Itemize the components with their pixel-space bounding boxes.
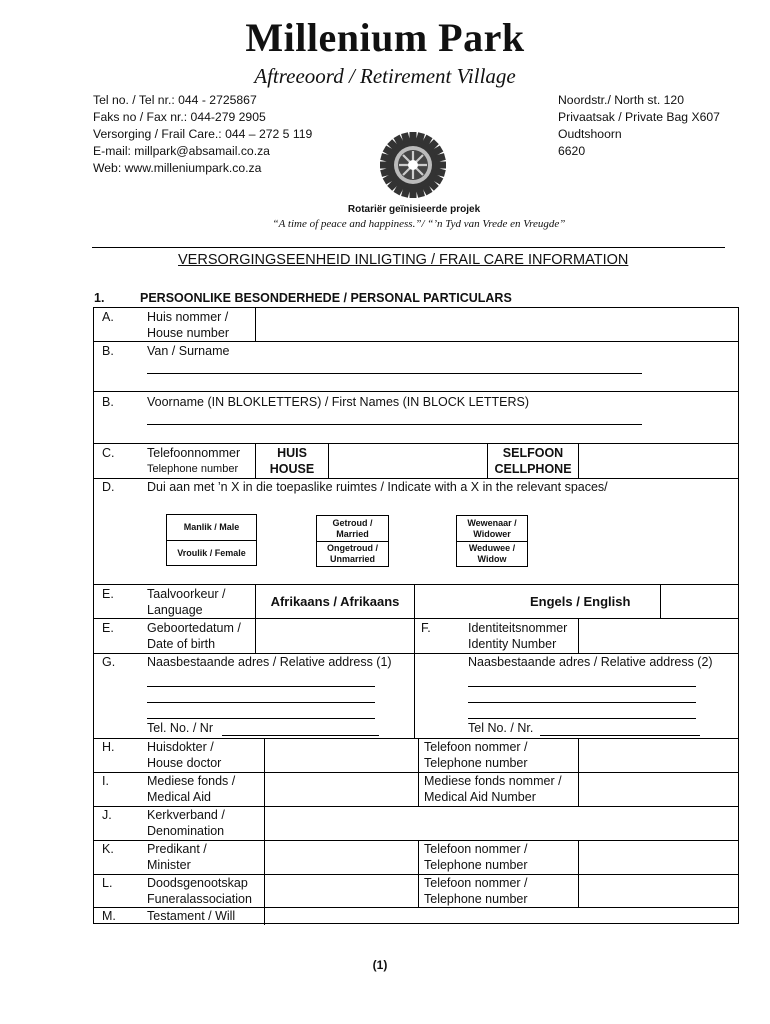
id-number-label xyxy=(468,620,567,652)
relative-1-tel-field[interactable] xyxy=(222,735,379,736)
address-line: Oudtshoorn xyxy=(558,127,622,141)
relative-address-2-label: Naasbestaande adres / Relative address (2) xyxy=(468,655,713,669)
dob-field[interactable] xyxy=(256,619,414,653)
rotary-line: Rotariër geïnisieerde projek xyxy=(347,204,481,215)
particulars-form xyxy=(93,307,739,924)
row-letter: D. xyxy=(102,480,115,494)
marital-box[interactable] xyxy=(316,515,389,567)
label-line: Geboortedatum / xyxy=(147,621,241,635)
row-letter: C. xyxy=(102,446,115,460)
label-line: Medical Aid Number xyxy=(424,790,536,804)
row-letter: A. xyxy=(102,310,114,324)
language-label xyxy=(147,586,226,618)
first-names-label: Voorname (IN BLOKLETTERS) / First Names (IN BLOCK LETTERS) xyxy=(147,395,530,409)
label-line: Minister xyxy=(147,858,191,872)
row-letter: I. xyxy=(102,774,109,788)
label-line: Telefoon nommer / xyxy=(424,740,528,754)
row-letter: B. xyxy=(102,395,114,409)
contact-line: Faks no / Fax nr.: 044-279 2905 xyxy=(93,110,266,124)
label-line: SELFOON xyxy=(502,446,564,460)
will-label: Testament / Will xyxy=(147,909,236,923)
relative-address-1-label: Naasbestaande adres / Relative address (1) xyxy=(147,655,392,669)
id-number-field[interactable] xyxy=(579,619,738,653)
widower-option[interactable]: Wewenaar / Widower xyxy=(467,517,517,539)
row-letter: E. xyxy=(102,587,114,601)
relative-1-address-line[interactable] xyxy=(147,718,375,719)
label-line: Kerkverband / xyxy=(147,808,225,822)
male-option[interactable]: Manlik / Male xyxy=(183,522,240,532)
motto: “A time of peace and happiness.”/ “’n Tyd van Vrede en Vreugde” xyxy=(272,218,566,230)
denomination-field[interactable] xyxy=(265,807,738,840)
relative-2-address-line[interactable] xyxy=(468,702,696,703)
section-title: PERSOONLIKE BESONDERHEDE / PERSONAL PARTICULARS xyxy=(140,291,512,305)
form-heading: VERSORGINGSEENHEID INLIGTING / FRAIL CARE INFORMATION xyxy=(178,252,629,268)
address-line: 6620 xyxy=(558,144,586,158)
label-line: Telephone number xyxy=(147,463,239,475)
will-field[interactable] xyxy=(265,908,738,923)
indicate-label: Dui aan met ’n X in die toepaslike ruimtes / Indicate with a X in the relevant spaces/ xyxy=(147,480,608,494)
row-letter: G. xyxy=(102,655,116,669)
contact-line: Versorging / Frail Care.: 044 – 272 5 119 xyxy=(93,127,313,141)
label-line: HOUSE xyxy=(269,462,315,476)
house-doctor-label xyxy=(147,739,221,771)
label-line: Date of birth xyxy=(147,637,216,651)
house-phone-field[interactable] xyxy=(329,444,487,478)
medical-aid-number-field[interactable] xyxy=(579,773,738,806)
label-line: House number xyxy=(147,326,229,340)
contact-block xyxy=(93,92,312,177)
label-line: Telefoonnommer xyxy=(147,446,241,460)
minister-phone-label xyxy=(424,841,528,873)
relative-1-address-line[interactable] xyxy=(147,686,375,687)
funeral-phone-label xyxy=(424,875,528,907)
married-option[interactable]: Getroud / Married xyxy=(332,517,373,539)
medical-aid-number-label xyxy=(424,773,562,805)
house-number-field[interactable] xyxy=(256,308,738,341)
section-number: 1. xyxy=(94,291,105,305)
funeral-association-field[interactable] xyxy=(265,875,418,907)
label-line: Predikant / xyxy=(147,842,207,856)
medical-aid-label xyxy=(147,773,235,805)
row-letter: H. xyxy=(102,740,115,754)
label-line: Doodsgenootskap xyxy=(147,876,248,890)
house-phone-label xyxy=(256,445,328,477)
relative-2-address-line[interactable] xyxy=(468,686,696,687)
cellphone-field[interactable] xyxy=(579,444,738,478)
label-line: House doctor xyxy=(147,756,222,770)
page-title: Millenium Park xyxy=(245,15,525,60)
medical-aid-field[interactable] xyxy=(265,773,418,806)
row-letter: M. xyxy=(102,909,116,923)
widow-option[interactable]: Weduwee / Widow xyxy=(457,541,527,566)
label-line: Identity Number xyxy=(468,637,557,651)
house-number-label xyxy=(147,309,229,341)
contact-line: Tel no. / Tel nr.: 044 - 2725867 xyxy=(93,93,257,107)
telephone-label xyxy=(147,445,240,477)
row-letter: L. xyxy=(102,876,113,890)
label-line: Mediese fonds nommer / xyxy=(424,774,562,788)
label-line: Telefoon nommer / xyxy=(424,842,528,856)
address-line: Noordstr./ North st. 120 xyxy=(558,93,684,107)
doctor-phone-label xyxy=(424,739,528,771)
label-line: HUIS xyxy=(277,446,307,460)
first-names-field[interactable] xyxy=(147,424,642,425)
relative-2-tel-label: Tel No. / Nr. xyxy=(468,721,534,735)
header-divider xyxy=(92,247,725,248)
label-line: Medical Aid xyxy=(147,790,211,804)
label-line: Denomination xyxy=(147,824,225,838)
label-line: Identiteitsnommer xyxy=(468,621,568,635)
address-line: Privaatsak / Private Bag X607 xyxy=(558,110,720,124)
label-line: CELLPHONE xyxy=(494,462,572,476)
row-letter: J. xyxy=(102,808,112,822)
minister-phone-field[interactable] xyxy=(579,841,738,874)
address-block xyxy=(558,92,720,160)
gender-box[interactable] xyxy=(166,514,257,566)
page-subtitle: Aftreeoord / Retirement Village xyxy=(254,64,516,88)
surname-label: Van / Surname xyxy=(147,344,230,358)
row-letter: F. xyxy=(421,621,431,635)
label-line: Huis nommer / xyxy=(147,310,229,324)
minister-label xyxy=(147,841,207,873)
row-letter: E. xyxy=(102,621,114,635)
contact-line: E-mail: millpark@absamail.co.za xyxy=(93,144,270,158)
contact-line: Web: www.milleniumpark.co.za xyxy=(93,161,262,175)
rotary-logo-icon xyxy=(380,132,446,198)
page-number: (1) xyxy=(372,958,388,972)
row-letter: K. xyxy=(102,842,114,856)
relative-1-address-line[interactable] xyxy=(147,702,375,703)
label-line: Funeralassociation xyxy=(147,892,252,906)
minister-field[interactable] xyxy=(265,841,418,874)
house-doctor-field[interactable] xyxy=(265,739,418,772)
label-line: Language xyxy=(147,603,203,617)
relative-2-tel-field[interactable] xyxy=(540,735,700,736)
funeral-association-label xyxy=(147,875,252,907)
afrikaans-option[interactable]: Afrikaans / Afrikaans xyxy=(270,594,400,609)
english-mark[interactable] xyxy=(661,585,738,618)
row-letter: B. xyxy=(102,344,114,358)
label-line: Huisdokter / xyxy=(147,740,214,754)
label-line: Telephone number xyxy=(424,892,528,906)
label-line: Telefoon nommer / xyxy=(424,876,528,890)
surname-field[interactable] xyxy=(147,373,642,374)
funeral-phone-field[interactable] xyxy=(579,875,738,907)
denomination-label xyxy=(147,807,225,839)
doctor-phone-field[interactable] xyxy=(579,739,738,772)
label-line: Mediese fonds / xyxy=(147,774,236,788)
widow-box[interactable] xyxy=(456,515,528,567)
label-line: Taalvoorkeur / xyxy=(147,587,226,601)
label-line: Telephone number xyxy=(424,858,528,872)
label-line: Telephone number xyxy=(424,756,528,770)
female-option[interactable]: Vroulik / Female xyxy=(167,540,256,565)
dob-label xyxy=(147,620,241,652)
english-option[interactable]: Engels / English xyxy=(530,594,631,609)
relative-2-address-line[interactable] xyxy=(468,718,696,719)
unmarried-option[interactable]: Ongetroud / Unmarried xyxy=(317,541,388,566)
relative-1-tel-label: Tel. No. / Nr xyxy=(147,721,213,735)
cellphone-label xyxy=(488,445,578,477)
